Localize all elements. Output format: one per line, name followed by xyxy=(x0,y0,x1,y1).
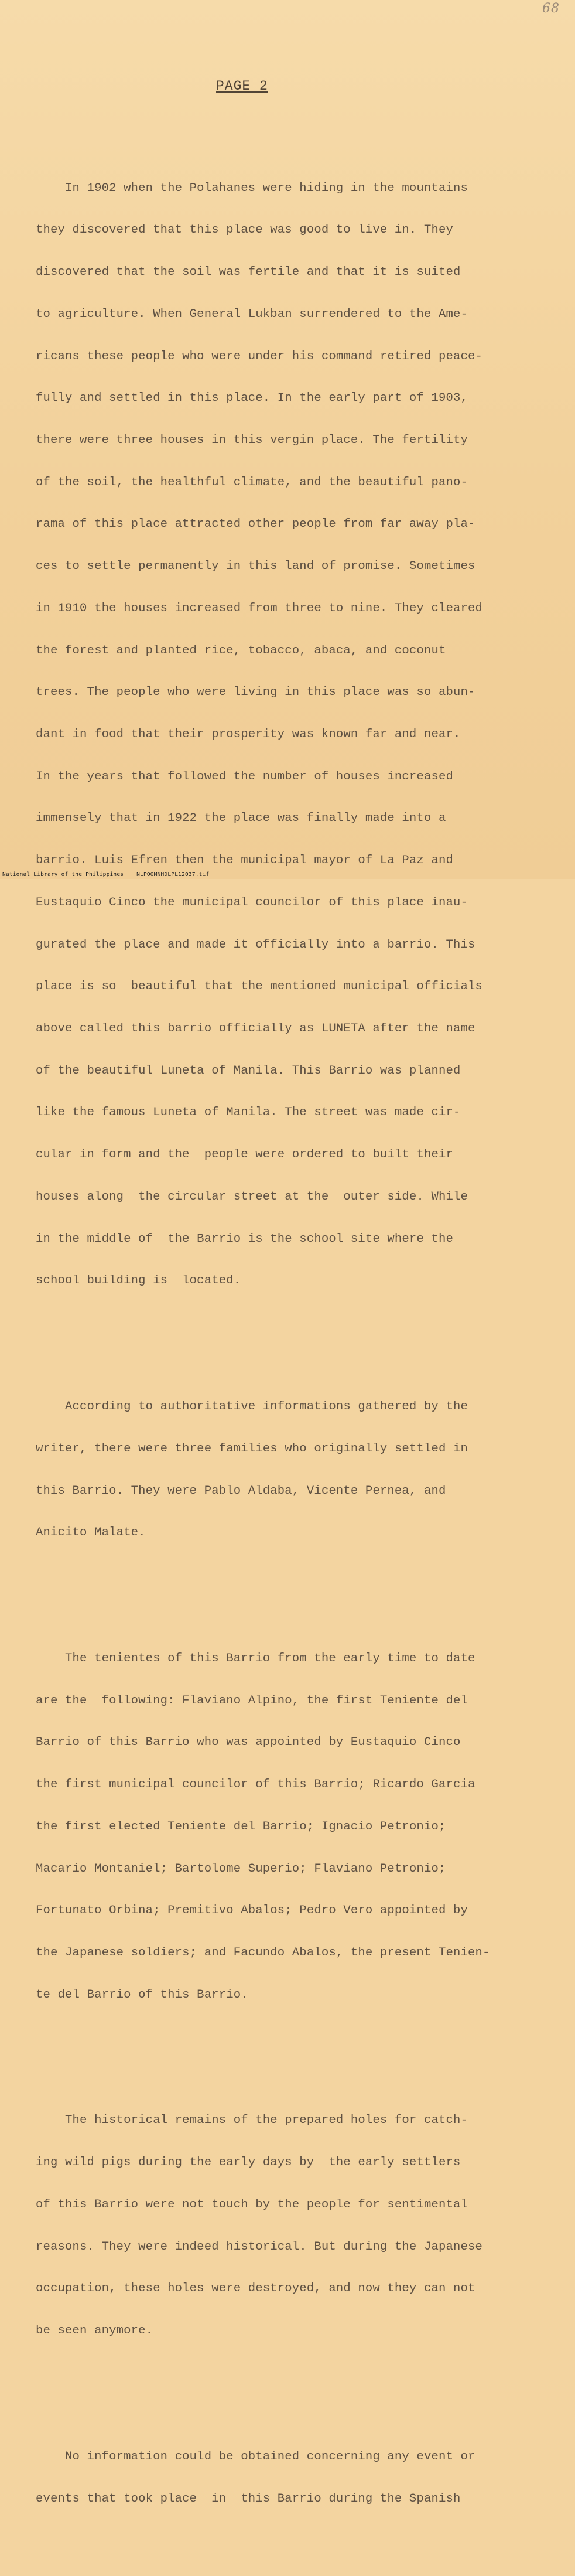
text-line: reasons. They were indeed historical. But during the Japanese xyxy=(36,2240,483,2254)
text-line: barrio. Luis Efren then the municipal mayor of La Paz and xyxy=(36,854,453,868)
text-line: this Barrio. They were Pablo Aldaba, Vicente Pernea, and xyxy=(36,1484,446,1498)
text-line: No information could be obtained concerning any event or xyxy=(36,2449,475,2463)
text-line: Eustaquio Cinco the municipal councilor of this place inau- xyxy=(36,895,468,909)
text-line: According to authoritative informations gathered by the xyxy=(36,1400,468,1414)
text-line: The tenientes of this Barrio from the early time to date xyxy=(36,1651,475,1665)
text-line: In 1902 when the Polahanes were hiding in the mountains xyxy=(36,181,468,195)
text-line: of the beautiful Luneta of Manila. This Barrio was planned xyxy=(36,1064,461,1078)
paragraph-tenientes xyxy=(36,1624,566,2030)
text-line: ing wild pigs during the early days by the early settlers xyxy=(36,2156,461,2170)
text-line: the first elected Teniente del Barrio; Ignacio Petronio; xyxy=(36,1819,446,1834)
paragraph-settlement-history xyxy=(36,154,566,1316)
text-line: school building is located. xyxy=(36,1274,241,1288)
text-line: events that took place in this Barrio during the Spanish xyxy=(36,2492,461,2506)
text-line: fully and settled in this place. In the early part of 1903, xyxy=(36,391,468,406)
text-line: The historical remains of the prepared holes for catch- xyxy=(36,2114,468,2128)
text-line: the first municipal councilor of this Barrio; Ricardo Garcia xyxy=(36,1778,475,1792)
text-line: dant in food that their prosperity was known far and near. xyxy=(36,727,461,741)
text-line: ricans these people who were under his command retired peace- xyxy=(36,349,483,363)
text-line: there were three houses in this vergin place. The fertility xyxy=(36,433,468,447)
text-line: to agriculture. When General Lukban surrendered to the Ame- xyxy=(36,307,468,321)
text-line: of the soil, the healthful climate, and the beautiful pano- xyxy=(36,475,468,489)
text-line: rama of this place attracted other people from far away pla- xyxy=(36,517,475,531)
text-line: occupation, these holes were destroyed, and now they can not xyxy=(36,2282,475,2296)
text-line: be seen anymore. xyxy=(36,2324,153,2338)
text-line: Macario Montaniel; Bartolome Superio; Flaviano Petronio; xyxy=(36,1862,446,1876)
text-line: ces to settle permanently in this land of promise. Sometimes xyxy=(36,560,475,574)
paragraph-original-families xyxy=(36,1372,566,1568)
text-line: cular in form and the people were ordered to built their xyxy=(36,1148,453,1162)
document-body xyxy=(36,125,566,2576)
text-line: in 1910 the houses increased from three to nine. They cleared xyxy=(36,601,483,615)
page-heading: PAGE 2 xyxy=(216,79,268,94)
text-line: trees. The people who were living in this place was so abun- xyxy=(36,686,475,700)
text-line: above called this barrio officially as LUNETA after the name xyxy=(36,1022,475,1035)
text-line: writer, there were three families who originally settled in xyxy=(36,1442,468,1456)
text-line: houses along the circular street at the outer side. While xyxy=(36,1190,468,1204)
archive-page-number: 68 xyxy=(542,1,560,16)
text-line: immensely that in 1922 the place was finally made into a xyxy=(36,812,446,826)
file-name: NLPOOMNHDLPL12037.tif xyxy=(136,871,210,878)
library-name: National Library of the Philippines xyxy=(2,871,124,878)
text-line: Barrio of this Barrio who was appointed by Eustaquio Cinco xyxy=(36,1736,461,1750)
text-line: discovered that the soil was fertile and that it is suited xyxy=(36,265,461,280)
text-line: gurated the place and made it officially into a barrio. This xyxy=(36,938,475,952)
text-line: In the years that followed the number of houses increased xyxy=(36,769,453,783)
text-line: like the famous Luneta of Manila. The street was made cir- xyxy=(36,1106,461,1120)
text-line: place is so beautiful that the mentioned municipal officials xyxy=(36,980,483,994)
paragraph-historical-remains xyxy=(36,2086,566,2366)
text-line: in the middle of the Barrio is the school site where the xyxy=(36,1232,453,1246)
text-line: the forest and planted rice, tobacco, abaca, and coconut xyxy=(36,643,446,657)
paragraph-spanish-events xyxy=(36,2422,566,2534)
text-line: te del Barrio of this Barrio. xyxy=(36,1988,248,2002)
text-line: the Japanese soldiers; and Facundo Abalos, the present Tenien- xyxy=(36,1946,490,1960)
text-line: Anicito Malate. xyxy=(36,1526,146,1540)
text-line: they discovered that this place was good to live in. They xyxy=(36,223,453,237)
text-line: are the following: Flaviano Alpino, the first Teniente del xyxy=(36,1694,468,1708)
text-line: of this Barrio were not touch by the people for sentimental xyxy=(36,2197,468,2212)
text-line: Fortunato Orbina; Premitivo Abalos; Pedro Vero appointed by xyxy=(36,1904,468,1918)
archive-footer xyxy=(2,871,218,878)
